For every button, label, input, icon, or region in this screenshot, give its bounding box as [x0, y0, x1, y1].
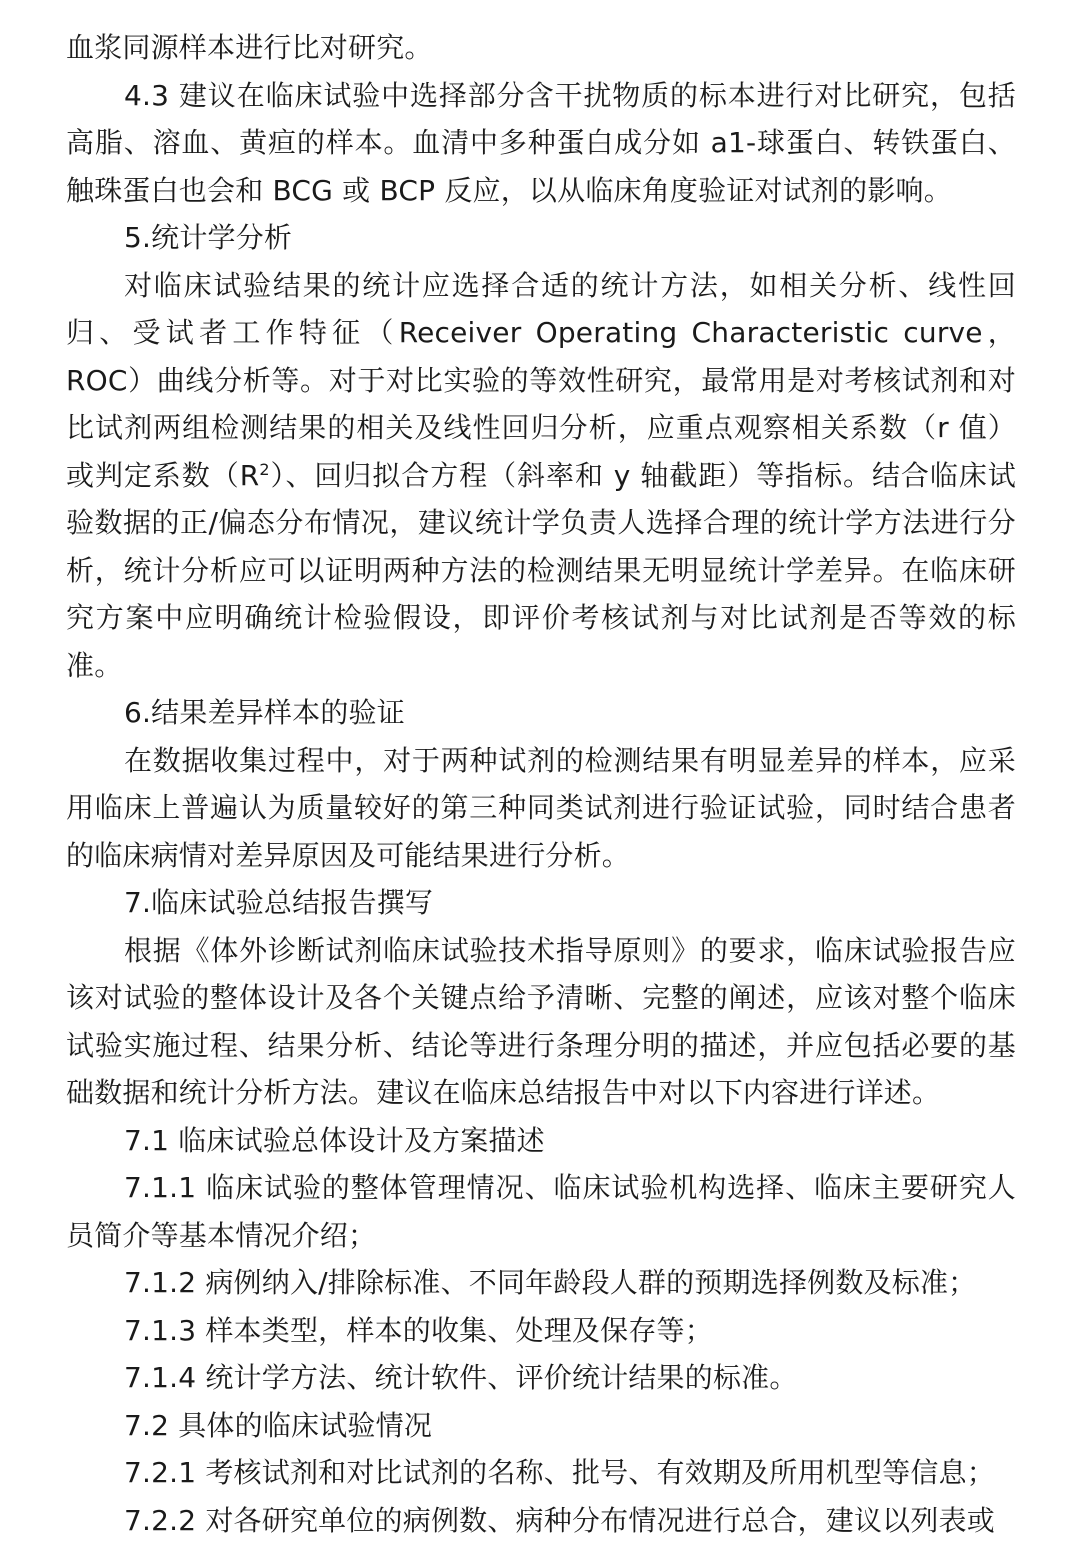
statistics-body-part-a: 对临床试验结果的统计应选择合适的统计方法，如相关分析、线性回归、受试者工作特征（Receiver Operating Characteristic curve，ROC）曲线分析等。对于对比实验的等效性研究，最常用是对考核试剂和对比试剂两组检测结果的相关及线性回归分析，应重点观察相关系数（r 值）或判定系数（R [66, 269, 1016, 492]
paragraph-7-body: 根据《体外诊断试剂临床试验技术指导原则》的要求，临床试验报告应该对试验的整体设计及各个关键点给予清晰、完整的阐述，应该对整个临床试验实施过程、结果分析、结论等进行条理分明的描述，并应包括必要的基础数据和统计分析方法。建议在临床总结报告中对以下内容进行详述。 [66, 927, 1016, 1117]
item-7-1-3: 7.1.3 样本类型，样本的收集、处理及保存等； [66, 1307, 1016, 1355]
heading-5-statistics: 5.统计学分析 [66, 214, 1016, 262]
paragraph-4-3-interference: 4.3 建议在临床试验中选择部分含干扰物质的标本进行对比研究，包括高脂、溶血、黄疸的样本。血清中多种蛋白成分如 a1-球蛋白、转铁蛋白、触珠蛋白也会和 BCG 或 BCP 反应，以从临床角度验证对试剂的影响。 [66, 72, 1016, 215]
paragraph-6-body: 在数据收集过程中，对于两种试剂的检测结果有明显差异的样本，应采用临床上普遍认为质量较好的第三种同类试剂进行验证试验，同时结合患者的临床病情对差异原因及可能结果进行分析。 [66, 737, 1016, 880]
paragraph-5-statistics-body [66, 262, 1016, 690]
heading-7-summary-report: 7.临床试验总结报告撰写 [66, 879, 1016, 927]
heading-6-discrepant-samples: 6.结果差异样本的验证 [66, 689, 1016, 737]
paragraph-plasma-comparison: 血浆同源样本进行比对研究。 [66, 24, 1016, 72]
item-7-2-1: 7.2.1 考核试剂和对比试剂的名称、批号、有效期及所用机型等信息； [66, 1449, 1016, 1497]
item-7-1-4: 7.1.4 统计学方法、统计软件、评价统计结果的标准。 [66, 1354, 1016, 1402]
heading-7-1: 7.1 临床试验总体设计及方案描述 [66, 1117, 1016, 1165]
superscript-2: 2 [259, 460, 269, 479]
statistics-body-part-b: ）、回归拟合方程（斜率和 y 轴截距）等指标。结合临床试验数据的正/偏态分布情况，建议统计学负责人选择合理的统计学方法进行分析，统计分析应可以证明两种方法的检测结果无明显统计学差异。在临床研究方案中应明确统计检验假设，即评价考核试剂与对比试剂是否等效的标准。 [66, 459, 1016, 682]
item-7-1-1: 7.1.1 临床试验的整体管理情况、临床试验机构选择、临床主要研究人员简介等基本情况介绍； [66, 1164, 1016, 1259]
heading-7-2: 7.2 具体的临床试验情况 [66, 1402, 1016, 1450]
item-7-1-2: 7.1.2 病例纳入/排除标准、不同年龄段人群的预期选择例数及标准； [66, 1259, 1016, 1307]
item-7-2-2: 7.2.2 对各研究单位的病例数、病种分布情况进行总合，建议以列表或 [66, 1497, 1016, 1544]
